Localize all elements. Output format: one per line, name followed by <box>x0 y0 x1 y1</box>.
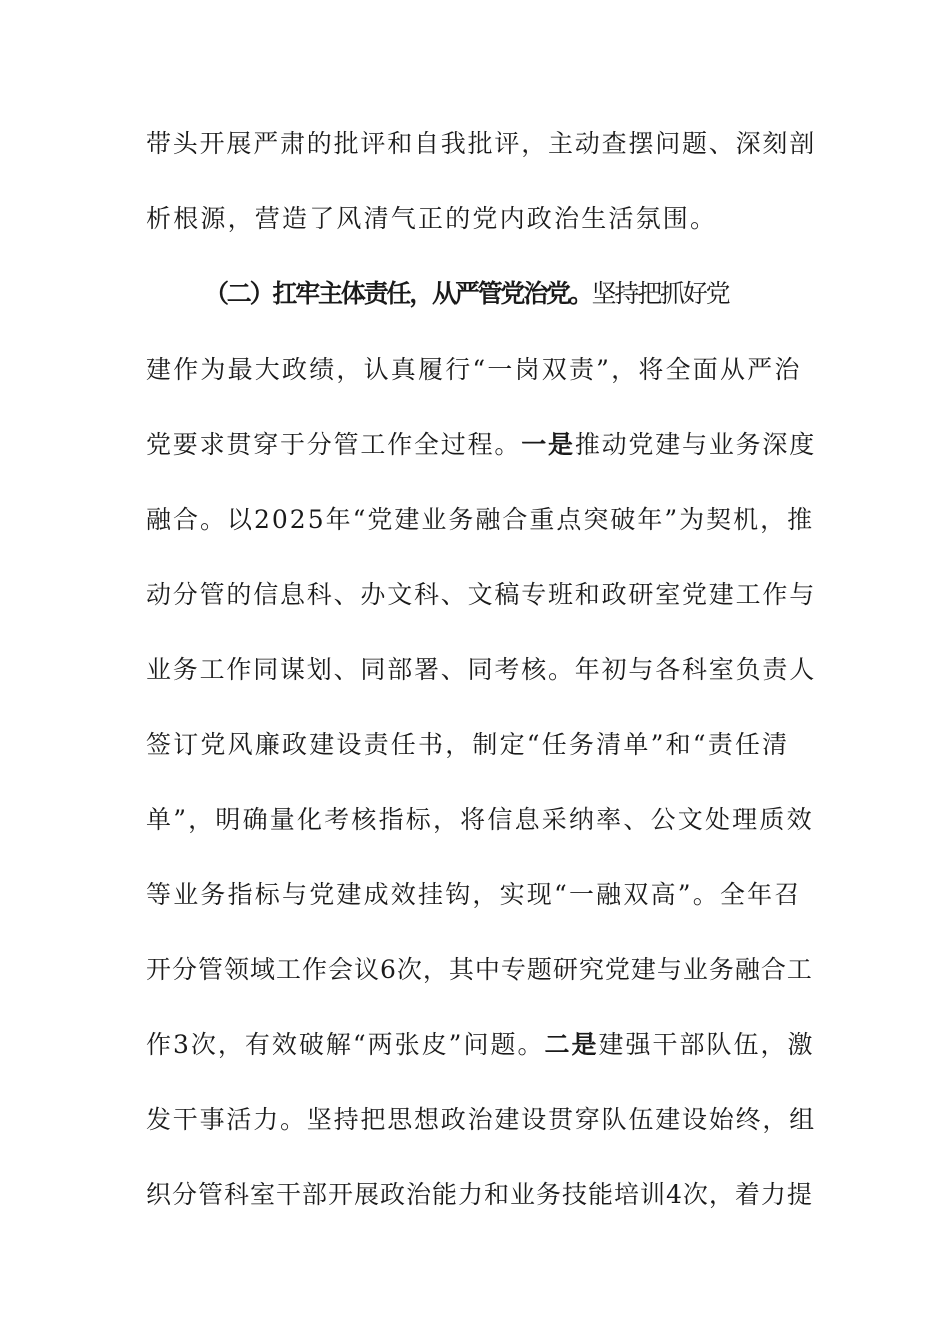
text-line-14 <box>146 1100 816 1140</box>
line-text: 坚持把抓好党 <box>591 279 729 308</box>
text-line-9 <box>146 725 816 765</box>
line-text: 融合。以2025年“党建业务融合重点突破年”为契机，推 <box>146 505 815 534</box>
line-text: 推动党建与业务深度 <box>574 430 817 459</box>
text-line-5 <box>146 425 816 465</box>
line-text: 作3次，有效破解“两张皮”问题。 <box>146 1030 545 1059</box>
text-line-4 <box>146 350 816 390</box>
line-text: 动分管的信息科、办文科、文稿专班和政研室党建工作与 <box>146 580 817 609</box>
text-line-11 <box>146 875 816 915</box>
line-text: 开分管领域工作会议6次，其中专题研究党建与业务融合工 <box>146 955 813 984</box>
line-text: 党要求贯穿于分管工作全过程。 <box>146 430 522 459</box>
text-line-2 <box>146 199 816 239</box>
line-text: 带头开展严肃的批评和自我批评，主动查摆问题、深刻剖 <box>146 129 817 158</box>
line-text: 析根源，营造了风清气正的党内政治生活氛围。 <box>146 204 718 233</box>
point-one-marker: 一是 <box>521 430 575 459</box>
text-line-10 <box>146 800 816 840</box>
line-text: 单”，明确量化考核指标，将信息采纳率、公文处理质效 <box>146 805 814 834</box>
text-line-15 <box>146 1175 816 1215</box>
section-heading: （二）扛牢主体责任，从严管党治党。 <box>204 279 592 308</box>
text-line-12 <box>146 950 816 990</box>
line-text: 发干事活力。坚持把思想政治建设贯穿队伍建设始终，组 <box>146 1105 817 1134</box>
section-heading-line <box>204 274 874 314</box>
line-text: 建作为最大政绩，认真履行“一岗双责”，将全面从严治 <box>146 355 802 384</box>
line-text: 织分管科室干部开展政治能力和业务技能培训4次，着力提 <box>146 1180 813 1209</box>
line-text: 等业务指标与党建成效挂钩，实现“一融双高”。全年召 <box>146 880 802 909</box>
text-line-8 <box>146 650 816 690</box>
text-line-1 <box>146 124 816 164</box>
line-text: 业务工作同谋划、同部署、同考核。年初与各科室负责人 <box>146 655 817 684</box>
point-two-marker: 二是 <box>544 1030 599 1059</box>
text-line-13 <box>146 1025 816 1065</box>
line-text: 签订党风廉政建设责任书，制定“任务清单”和“责任清 <box>146 730 790 759</box>
line-text: 建强干部队伍，激 <box>598 1030 815 1059</box>
text-line-7 <box>146 575 816 615</box>
text-line-6 <box>146 500 816 540</box>
